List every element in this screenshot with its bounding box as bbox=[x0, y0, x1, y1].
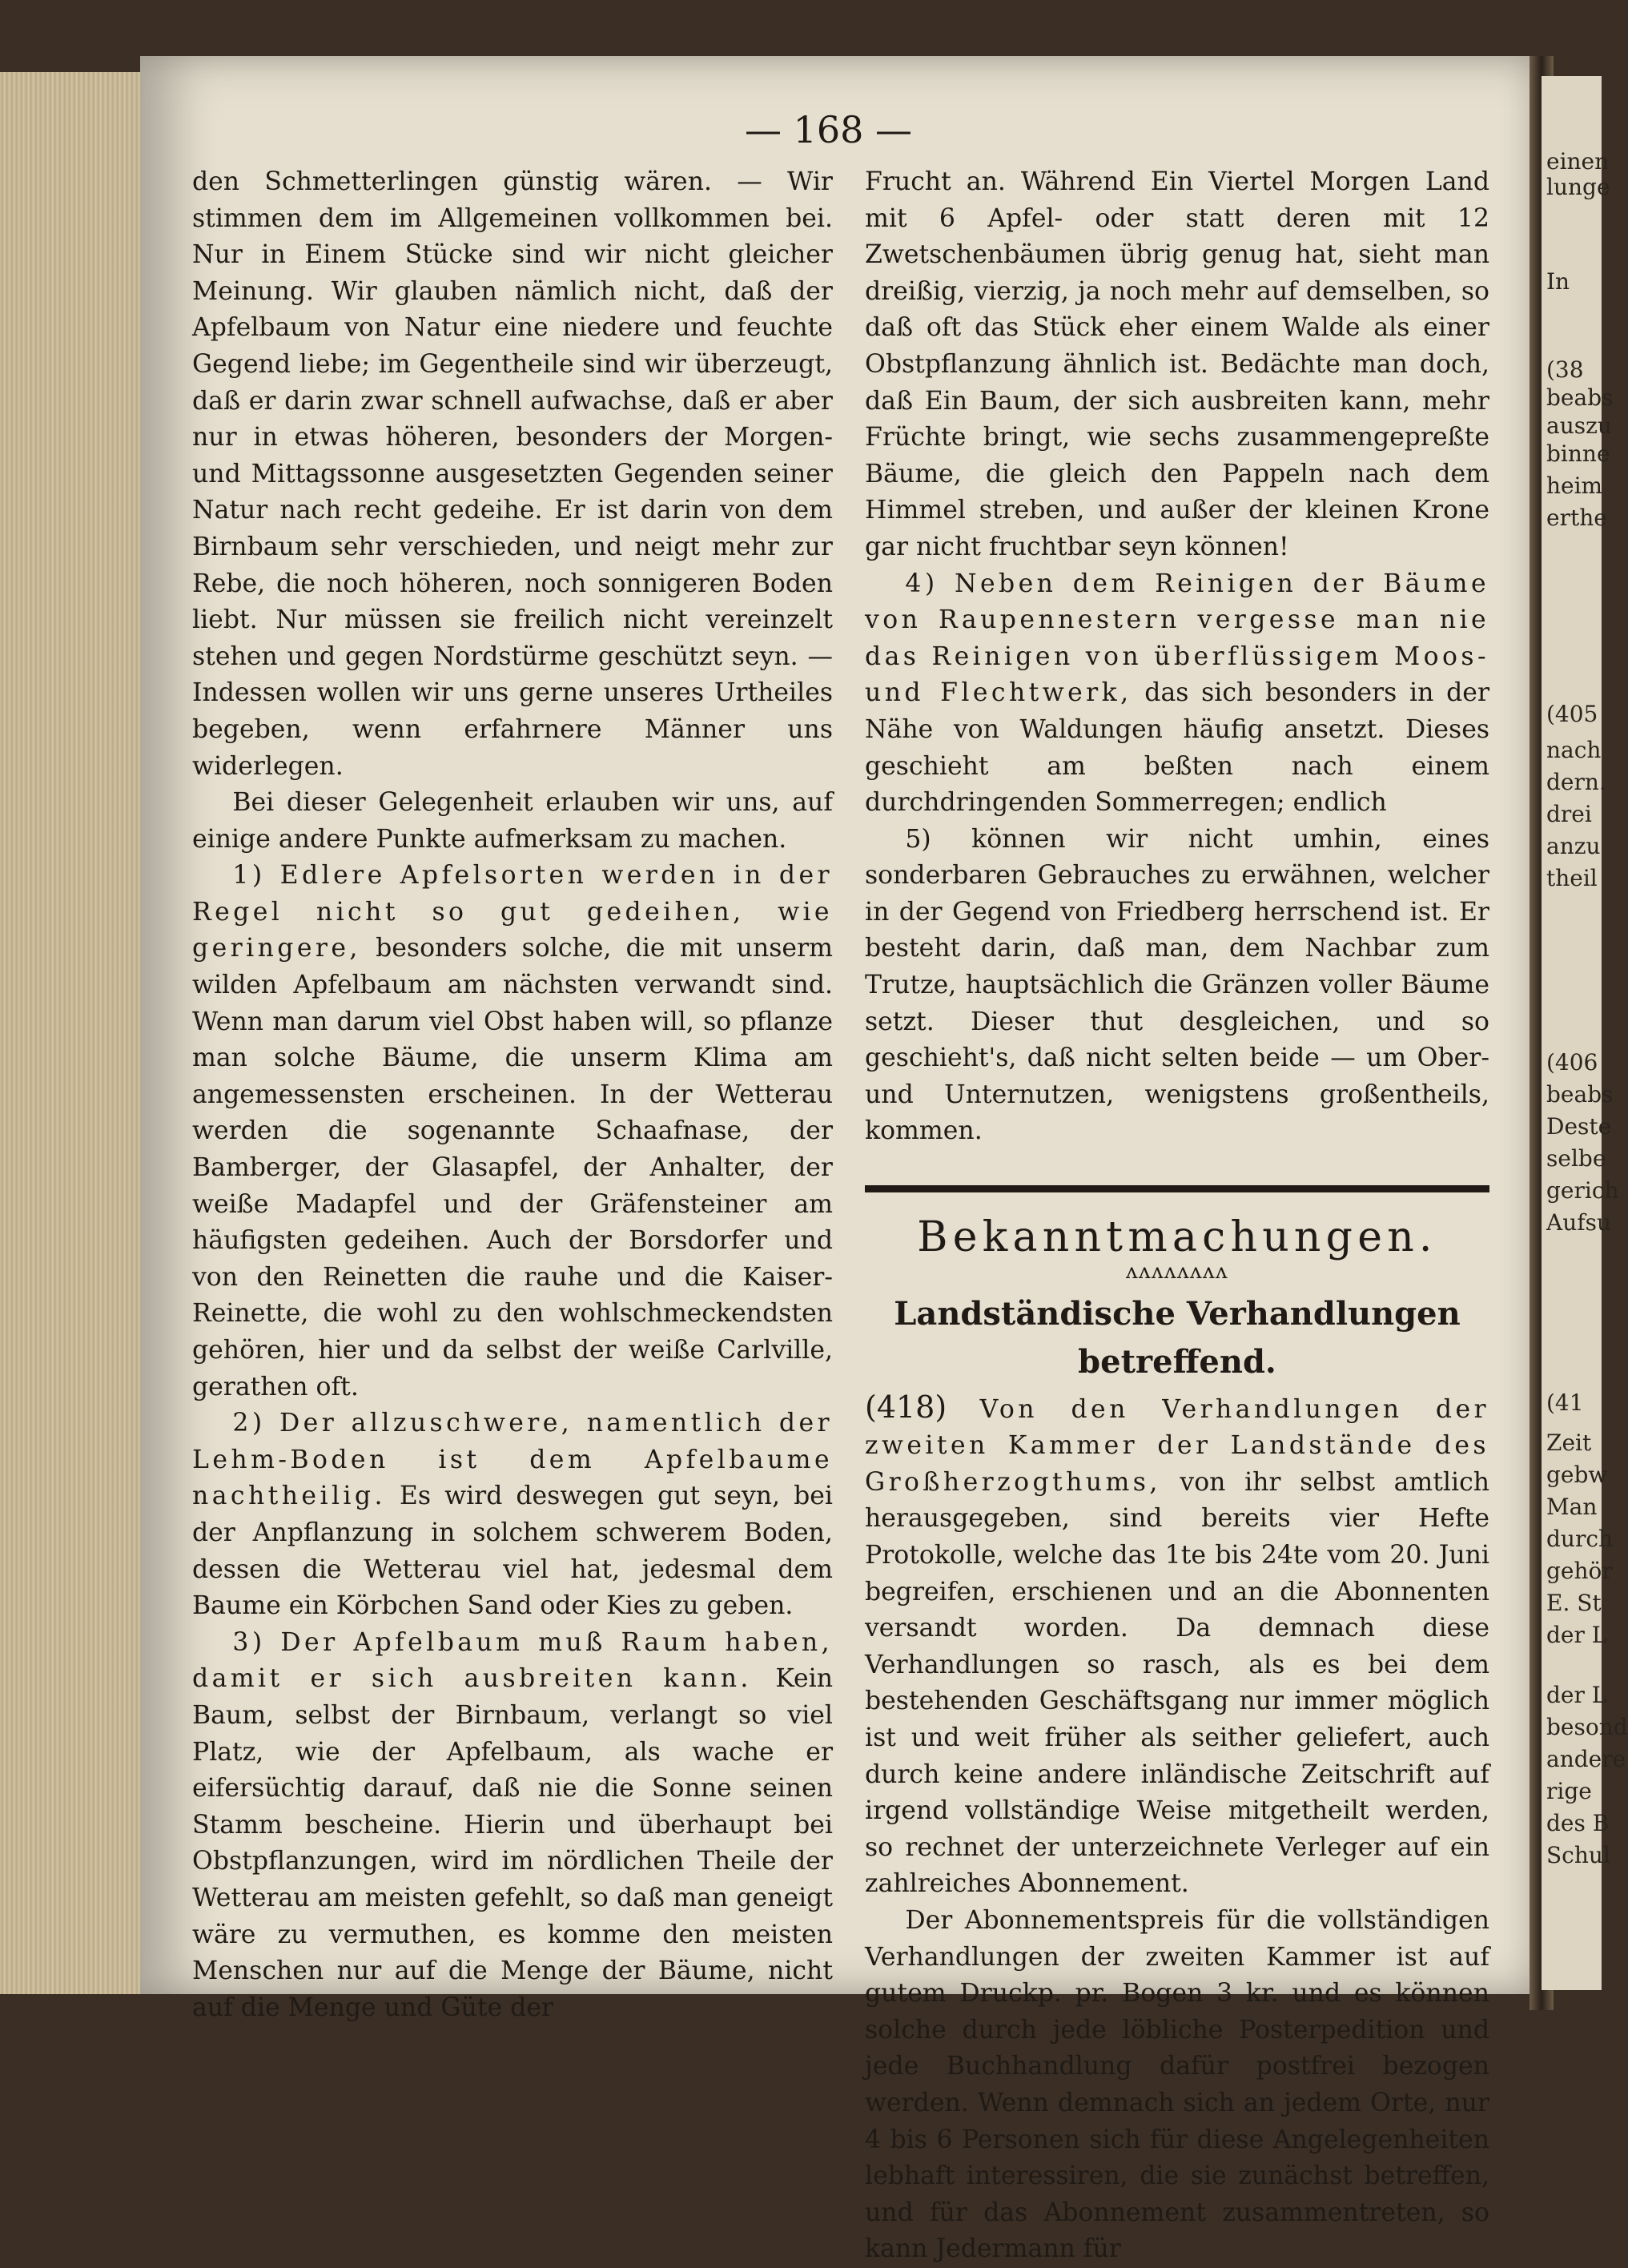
next-page-line: erthe bbox=[1546, 505, 1607, 531]
paragraph-text: besonders solche, die mit unserm wilden Apfelbaum am nächsten verwandt sind. Wenn man darum viel Obst haben will, so pflanze man solche Bäume, die unserm Klima am angemessensten erscheinen. In der Wetterau werden die sogenannte Schaafnase, der Bamberger, der Glasapfel, der Anhalter, der weiße Madapfel und der Gräfensteiner am häufigsten gedeihen. Auch der Borsdorfer und von den Reinetten die rauhe und die Kaiser-Reinette, die wohl zu den wohlschmeckendsten gehören, hier und da selbst der weiße Carlville, gerathen oft. bbox=[192, 934, 833, 1401]
point-lead: 3) Der Apfelbaum muß Raum haben, damit er sich ausbreiten kann. bbox=[192, 1627, 833, 1694]
next-page-line: E. St bbox=[1546, 1590, 1602, 1616]
numbered-point-2 bbox=[192, 1405, 833, 1625]
book-page-edges bbox=[0, 72, 146, 1994]
point-lead: 1) Edlere Apfelsorten werden in der Regel nicht so gut gedeihen, wie geringere, bbox=[192, 861, 833, 963]
next-page-line: besond bbox=[1546, 1714, 1628, 1740]
next-page-line: durch bbox=[1546, 1526, 1614, 1552]
next-page-line: Schul bbox=[1546, 1842, 1610, 1868]
numbered-point-4 bbox=[865, 566, 1489, 822]
next-page-line: der L bbox=[1546, 1682, 1607, 1708]
next-page-line: Man bbox=[1546, 1494, 1598, 1520]
next-page-line: nach bbox=[1546, 737, 1602, 763]
announcement-paragraph bbox=[865, 1389, 1489, 1903]
next-page-line: beabs bbox=[1546, 1081, 1614, 1108]
point-lead: 2) Der allzuschwere, namentlich der Lehm-Boden ist dem Apfelbaume nachtheilig. bbox=[192, 1409, 833, 1511]
paragraph-text: Kein Baum, selbst der Birnbaum, verlangt so viel Platz, wie der Apfelbaum, als wache er eifersüchtig darauf, daß nie die Sonne seinen Stamm bescheine. Hierin und überhaupt bei Obstpflanzungen, wird im nördlichen Theile der Wetterau am meisten gefehlt, so daß man geneigt wäre zu vermuthen, es komme den meisten Menschen nur auf die Menge der Bäume, nicht auf die Menge und Güte der bbox=[192, 1664, 834, 2022]
section-divider bbox=[865, 1185, 1489, 1192]
paragraph-text: das sich besonders in der Nähe von Waldungen häufig ansetzt. Dieses geschieht am beßten nach einem durchdringenden Sommerregen; endlich bbox=[865, 678, 1490, 818]
next-page-fragment bbox=[1542, 76, 1628, 1990]
point-lead: 4) Neben dem Reinigen der Bäume von Raupennestern vergesse man nie das Reinigen von überflüssigem Moos- und Flechtwerk, bbox=[865, 569, 1489, 708]
next-page-line: theil bbox=[1546, 865, 1598, 891]
paragraph-text: von ihr selbst amtlich herausgegeben, sind bereits vier Hefte Protokolle, welche das 1te bis 24te vom 20. Juni begreifen, erschienen und an die Abonnenten versandt worden. Da demnach diese Verhandlungen so rasch, als es bei dem bestehenden Geschäftsgang nur immer möglich ist und weit früher als seither geliefert, auch durch keine andere inländische Zeitschrift auf irgend vollständige Weise mitgetheilt werden, so rechnet der unterzeichnete Verleger auf ein zahlreiches Abonnement. bbox=[865, 1467, 1489, 1899]
paragraph bbox=[192, 164, 833, 785]
next-page-line: Aufsu bbox=[1546, 1209, 1612, 1236]
paragraph-text: Der Abonnementspreis für die vollständigen Verhandlungen der zweiten Kammer ist auf gutem Druckp. pr. Bogen 3 kr. und es können solche durch jede löbliche Posterpedition und jede Buchhandlung dafür postfrei bezogen werden. Wenn demnach sich an jedem Orte, nur 4 bis 6 Personen sich für diese Angelegenheiten lebhaft interessiren, die sie zunächst betreffen, und für das Abonnement zusammentreten, so kann Jedermann für bbox=[865, 1905, 1489, 2264]
next-page-line: Zeit bbox=[1546, 1430, 1592, 1456]
next-page-line: des B bbox=[1546, 1810, 1610, 1836]
section-title: Bekanntmachungen. bbox=[917, 1213, 1437, 1262]
next-page-line: gerich bbox=[1546, 1177, 1619, 1204]
announcement-paragraph bbox=[865, 1903, 1489, 2268]
paragraph-text: Bei dieser Gelegenheit erlauben wir uns, auf einige andere Punkte aufmerksam zu machen. bbox=[192, 788, 833, 854]
paragraph-text: 5) können wir nicht umhin, eines sonderbaren Gebrauches zu erwähnen, welcher in der Gegend von Friedberg herrschend ist. Er besteht darin, daß man, dem Nachbar zum Trutze, hauptsächlich die Gränzen voller Bäume setzt. Dieser thut desgleichen, und so geschieht's, daß nicht selten beide — um Ober- und Unternutzen, wenigstens großentheils, kommen. bbox=[865, 824, 1489, 1146]
next-page-line: rige bbox=[1546, 1778, 1592, 1804]
next-page-line: (41 bbox=[1546, 1389, 1584, 1416]
next-page-line: (406 bbox=[1546, 1049, 1598, 1076]
numbered-point-1 bbox=[192, 858, 833, 1405]
next-page-line: andere bbox=[1546, 1746, 1626, 1772]
next-page-line: In bbox=[1546, 268, 1570, 295]
next-page-line: beabs bbox=[1546, 384, 1614, 411]
next-page-line: (38 bbox=[1546, 356, 1584, 383]
next-page-line: gehör bbox=[1546, 1558, 1613, 1584]
next-page-line: (405 bbox=[1546, 701, 1598, 727]
paragraph-text: den Schmetterlingen günstig wären. — Wir stimmen dem im Allgemeinen vollkommen bei. Nur in Einem Stücke sind wir nicht gleicher Meinung. Wir glauben nämlich nicht, daß der Apfelbaum von Natur eine niedere und feuchte Gegend liebe; im Gegentheile sind wir überzeugt, daß er darin zwar schnell aufwachse, daß er aber nur in etwas höheren, besonders der Morgen- und Mittagssonne ausgesetzten Gegenden seiner Natur nach recht gedeihe. Er ist darin von dem Birnbaum sehr verschieden, und neigt mehr zur Rebe, die noch höheren, noch sonnigeren Boden liebt. Nur müssen sie freilich nicht vereinzelt stehen und gegen Nordstürme geschützt seyn. — Indessen wollen wir uns gerne unseres Urtheiles begeben, wenn erfahrnere Männer uns widerlegen. bbox=[192, 167, 833, 781]
numbered-point-3 bbox=[192, 1625, 833, 2027]
paragraph-text: Es wird deswegen gut seyn, bei der Anpflanzung in solchem schwerem Boden, dessen die Wetterau viel hat, jedesmal dem Baume ein Körbchen Sand oder Kies zu geben. bbox=[192, 1482, 833, 1621]
next-page-line: Deste bbox=[1546, 1113, 1612, 1140]
numbered-point-5 bbox=[865, 822, 1489, 1150]
next-page-line: lunge bbox=[1546, 174, 1610, 200]
announcement-lead: Von den Verhandlungen der zweiten Kammer der Landstände des Großherzogthums, bbox=[865, 1394, 1489, 1497]
next-page-line: selbe bbox=[1546, 1145, 1606, 1172]
next-page-line: heim bbox=[1546, 472, 1603, 499]
left-column bbox=[192, 164, 833, 2026]
paragraph bbox=[192, 785, 833, 858]
right-column bbox=[865, 164, 1489, 2268]
next-page-line: gebw bbox=[1546, 1462, 1608, 1488]
next-page-line: der L bbox=[1546, 1622, 1607, 1648]
next-page-line: auszu bbox=[1546, 412, 1612, 439]
ornament: ʌʌʌʌʌʌʌʌ bbox=[1126, 1259, 1228, 1284]
reference-number: (418) bbox=[865, 1389, 947, 1425]
next-page-line: dern. bbox=[1546, 769, 1606, 795]
paragraph-text: Frucht an. Während Ein Viertel Morgen Land mit 6 Apfel- oder statt deren mit 12 Zwetschenbäumen übrig genug hat, sieht man dreißig, vierzig, ja noch mehr auf demselben, so daß oft das Stück eher einem Walde als einer Obstpflanzung ähnlich ist. Bedächte man doch, daß Ein Baum, der sich ausbreiten kann, mehr Früchte bringt, wie sechs zusammengepreßte Bäume, die gleich den Pappeln nach dem Himmel streben, und außer der kleinen Krone gar nicht fruchtbar seyn können! bbox=[865, 167, 1489, 561]
paragraph bbox=[865, 164, 1489, 566]
page-number: — 168 — bbox=[745, 108, 913, 151]
subheading: Landständische Verhandlungen betreffend. bbox=[894, 1294, 1461, 1381]
next-page-line: drei bbox=[1546, 801, 1592, 827]
next-page-line: anzu bbox=[1546, 833, 1601, 859]
next-page-line: binne bbox=[1546, 440, 1610, 467]
next-page-line: einen bbox=[1546, 148, 1610, 175]
